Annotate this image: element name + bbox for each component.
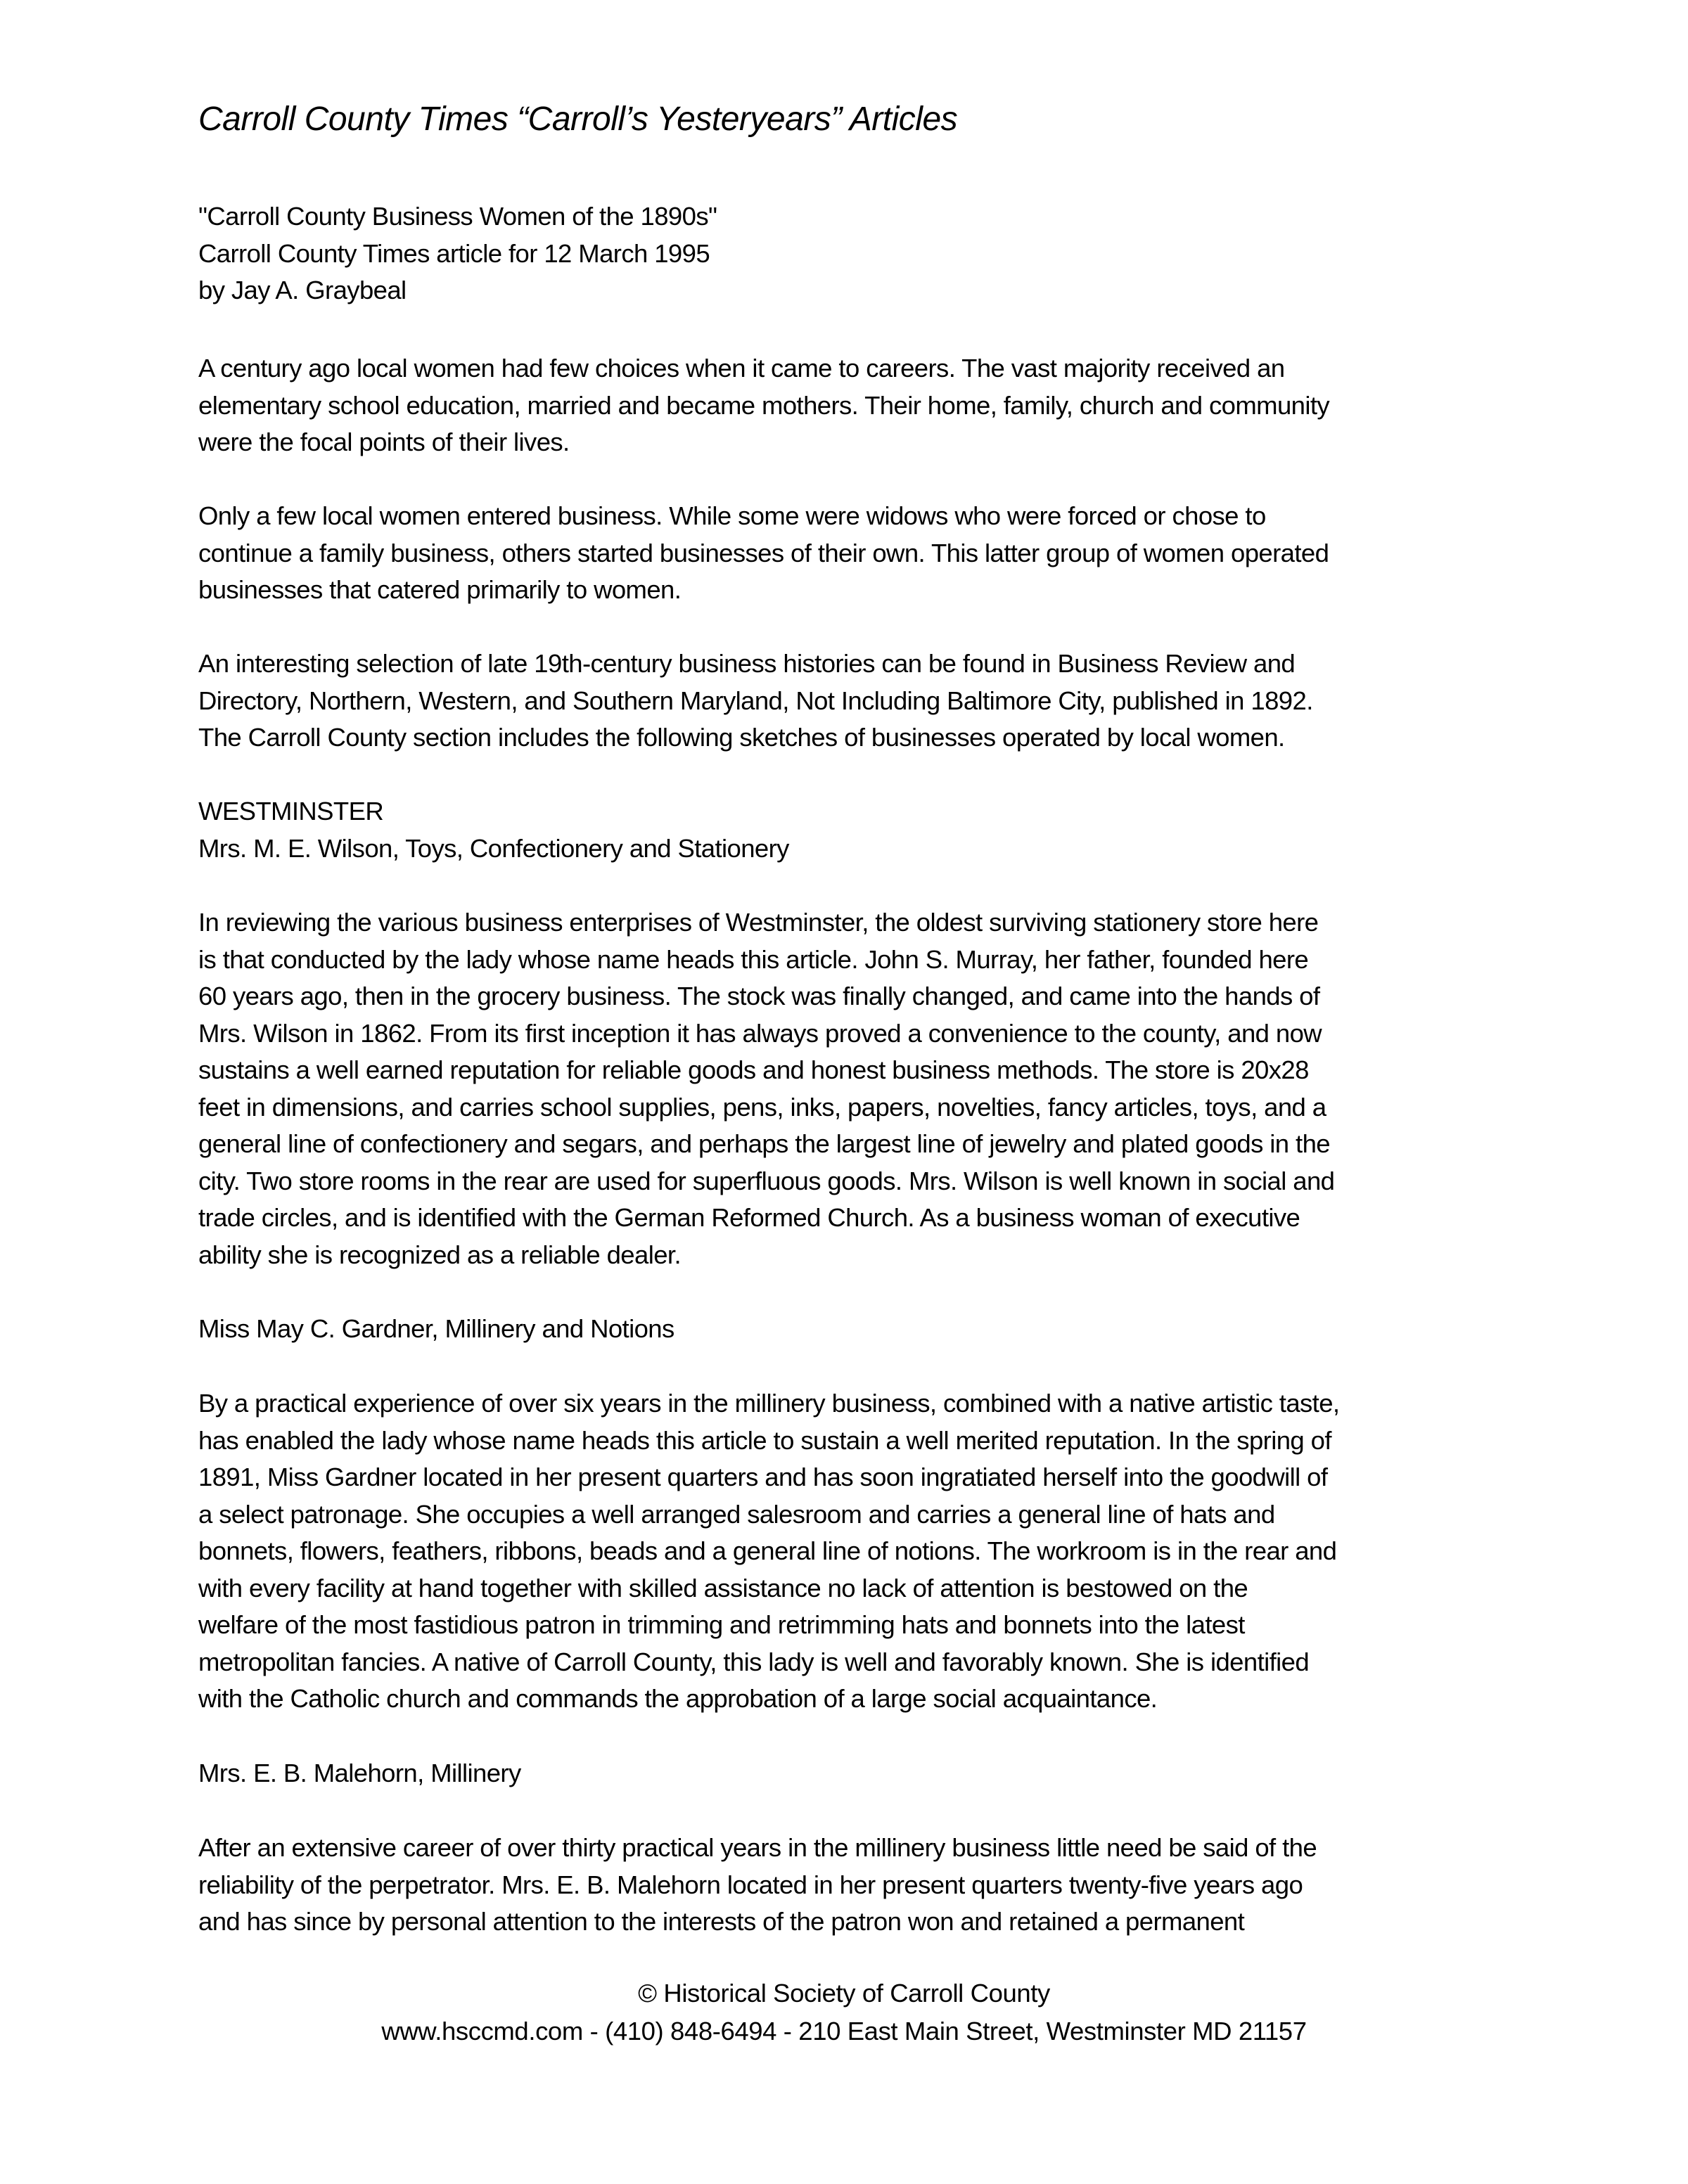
- text-line: elementary school education, married and became mothers. Their home, family, church and community: [198, 390, 1330, 420]
- article-meta: [198, 198, 1521, 309]
- text-line: A century ago local women had few choices when it came to careers. The vast majority received an: [198, 354, 1285, 383]
- sketch-body-wilson: [198, 904, 1521, 1273]
- text-line: The Carroll County section includes the following sketches of businesses operated by local women.: [198, 723, 1285, 752]
- section-westminster: [198, 793, 1521, 867]
- text-line: and has since by personal attention to the interests of the patron won and retained a permanent: [198, 1907, 1245, 1936]
- text-line: sustains a well earned reputation for reliable goods and honest business methods. The store is 20x28: [198, 1055, 1309, 1084]
- text-line: Only a few local women entered business. While some were widows who were forced or chose to: [198, 501, 1266, 530]
- sketch-heading-gardner-block: [198, 1311, 1521, 1348]
- text-line: welfare of the most fastidious patron in trimming and retrimming hats and bonnets into the latest: [198, 1610, 1245, 1639]
- intro-paragraph-3: [198, 645, 1521, 757]
- sketch-heading-malehorn: Mrs. E. B. Malehorn, Millinery: [198, 1759, 521, 1787]
- text-line: continue a family business, others started businesses of their own. This latter group of women operated: [198, 538, 1329, 567]
- text-line: 1891, Miss Gardner located in her present quarters and has soon ingratiated herself into the goodwill of: [198, 1463, 1328, 1491]
- text-line: An interesting selection of late 19th-century business histories can be found in Business Review and: [198, 649, 1296, 678]
- text-line: 60 years ago, then in the grocery business. The stock was finally changed, and came into the hands of: [198, 982, 1320, 1010]
- text-line: were the focal points of their lives.: [198, 428, 570, 456]
- text-line: ability she is recognized as a reliable dealer.: [198, 1240, 681, 1269]
- text-line: Directory, Northern, Western, and Southern Maryland, Not Including Baltimore City, published in 1892.: [198, 686, 1313, 715]
- page-footer: [0, 1974, 1688, 2050]
- text-line: metropolitan fancies. A native of Carroll County, this lady is well and favorably known. She is identified: [198, 1647, 1310, 1676]
- intro-paragraph-1: [198, 350, 1521, 461]
- text-line: city. Two store rooms in the rear are used for superfluous goods. Mrs. Wilson is well known in social and: [198, 1166, 1335, 1195]
- text-line: In reviewing the various business enterprises of Westminster, the oldest surviving stationery store here: [198, 908, 1319, 937]
- sketch-heading-wilson: Mrs. M. E. Wilson, Toys, Confectionery and Stationery: [198, 833, 789, 863]
- sketch-heading-malehorn-block: [198, 1755, 1521, 1792]
- text-line: a select patronage. She occupies a well arranged salesroom and carries a general line of hats and: [198, 1499, 1275, 1529]
- article-byline: by Jay A. Graybeal: [198, 276, 407, 304]
- sketch-heading-gardner: Miss May C. Gardner, Millinery and Notions: [198, 1314, 674, 1343]
- section-heading: WESTMINSTER: [198, 797, 384, 826]
- footer-copyright: © Historical Society of Carroll County: [638, 1979, 1050, 2008]
- text-line: with the Catholic church and commands the approbation of a large social acquaintance.: [198, 1684, 1158, 1713]
- text-line: reliability of the perpetrator. Mrs. E. B. Malehorn located in her present quarters twenty-five years ago: [198, 1870, 1303, 1899]
- text-line: trade circles, and is identified with the German Reformed Church. As a business woman of executive: [198, 1203, 1300, 1232]
- text-line: is that conducted by the lady whose name heads this article. John S. Murray, her father, founded here: [198, 944, 1309, 974]
- text-line: general line of confectionery and segars, and perhaps the largest line of jewelry and plated goods in the: [198, 1129, 1330, 1158]
- sketch-body-gardner: [198, 1385, 1521, 1718]
- article-headline: "Carroll County Business Women of the 1890s": [198, 202, 717, 231]
- text-line: has enabled the lady whose name heads this article to sustain a well merited reputation. In the spring of: [198, 1425, 1331, 1455]
- sketch-body-malehorn: [198, 1830, 1521, 1941]
- text-line: with every facility at hand together with skilled assistance no lack of attention is bestowed on the: [198, 1573, 1248, 1602]
- footer-contact: www.hsccmd.com - (410) 848-6494 - 210 East Main Street, Westminster MD 21157: [381, 2017, 1307, 2045]
- text-line: After an extensive career of over thirty practical years in the millinery business little need be said of the: [198, 1833, 1317, 1862]
- text-line: By a practical experience of over six years in the millinery business, combined with a native artistic taste,: [198, 1389, 1340, 1418]
- text-line: feet in dimensions, and carries school supplies, pens, inks, papers, novelties, fancy articles, toys, and a: [198, 1092, 1326, 1122]
- text-line: bonnets, flowers, feathers, ribbons, beads and a general line of notions. The workroom is in the rear and: [198, 1536, 1337, 1565]
- page-title: Carroll County Times “Carroll’s Yesteryears” Articles: [198, 101, 958, 138]
- text-line: businesses that catered primarily to women.: [198, 575, 682, 604]
- intro-paragraph-2: [198, 498, 1521, 609]
- text-line: Mrs. Wilson in 1862. From its first inception it has always proved a convenience to the county, and now: [198, 1018, 1322, 1048]
- article-dateline: Carroll County Times article for 12 March 1995: [198, 238, 710, 268]
